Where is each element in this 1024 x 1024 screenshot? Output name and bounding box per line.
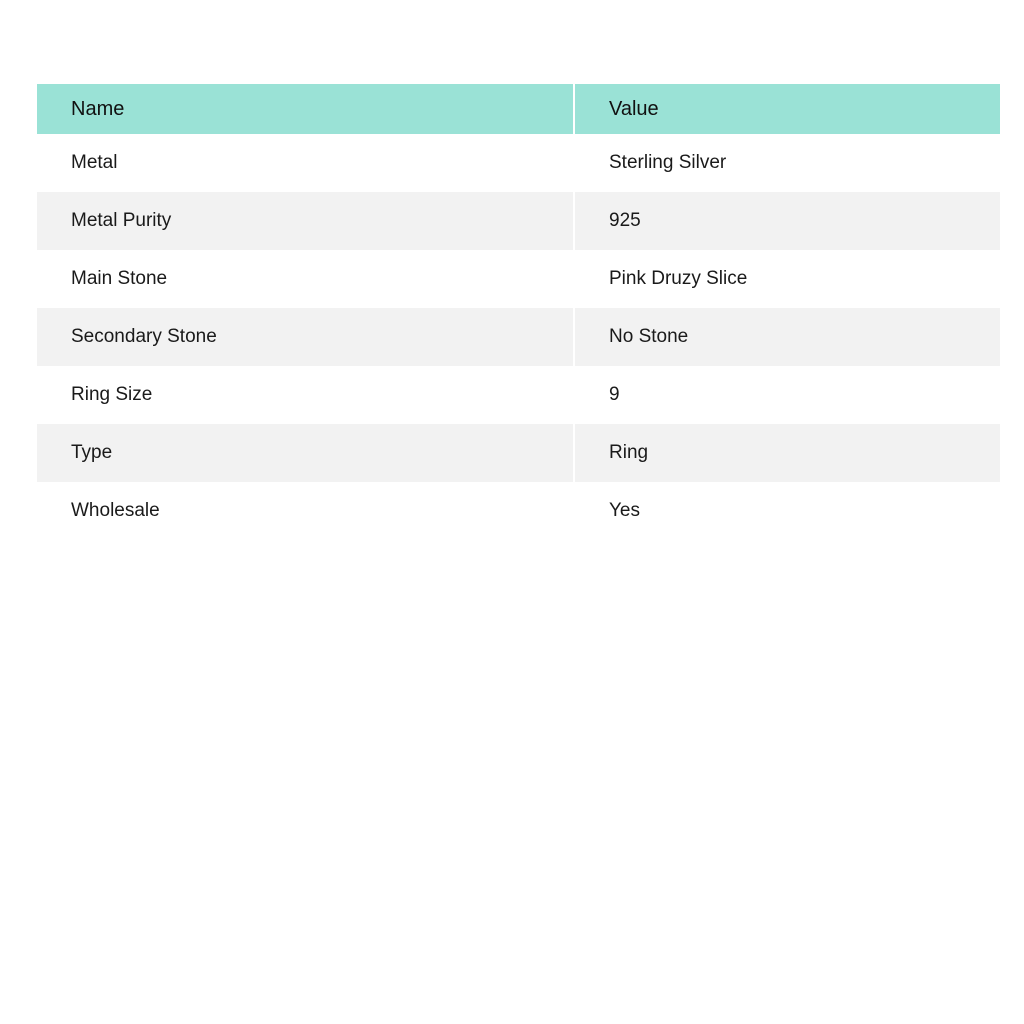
cell-name: Ring Size: [37, 366, 575, 424]
cell-value: Ring: [575, 424, 1000, 482]
cell-name: Metal Purity: [37, 192, 575, 250]
table-row: [37, 192, 1000, 250]
cell-value: Yes: [575, 482, 1000, 540]
cell-value: 925: [575, 192, 1000, 250]
product-spec-table: [37, 84, 1000, 540]
table-body: [37, 134, 1000, 540]
cell-name: Metal: [37, 134, 575, 192]
table-row: [37, 424, 1000, 482]
table-row: [37, 250, 1000, 308]
header-row: [37, 84, 1000, 134]
header-cell-value: Value: [575, 84, 1000, 134]
cell-value: 9: [575, 366, 1000, 424]
header-cell-name: Name: [37, 84, 575, 134]
cell-value: Sterling Silver: [575, 134, 1000, 192]
cell-name: Secondary Stone: [37, 308, 575, 366]
cell-name: Wholesale: [37, 482, 575, 540]
cell-name: Main Stone: [37, 250, 575, 308]
cell-value: No Stone: [575, 308, 1000, 366]
table-row: [37, 308, 1000, 366]
table-header: [37, 84, 1000, 134]
table-row: [37, 366, 1000, 424]
table-row: [37, 134, 1000, 192]
table-row: [37, 482, 1000, 540]
cell-value: Pink Druzy Slice: [575, 250, 1000, 308]
cell-name: Type: [37, 424, 575, 482]
